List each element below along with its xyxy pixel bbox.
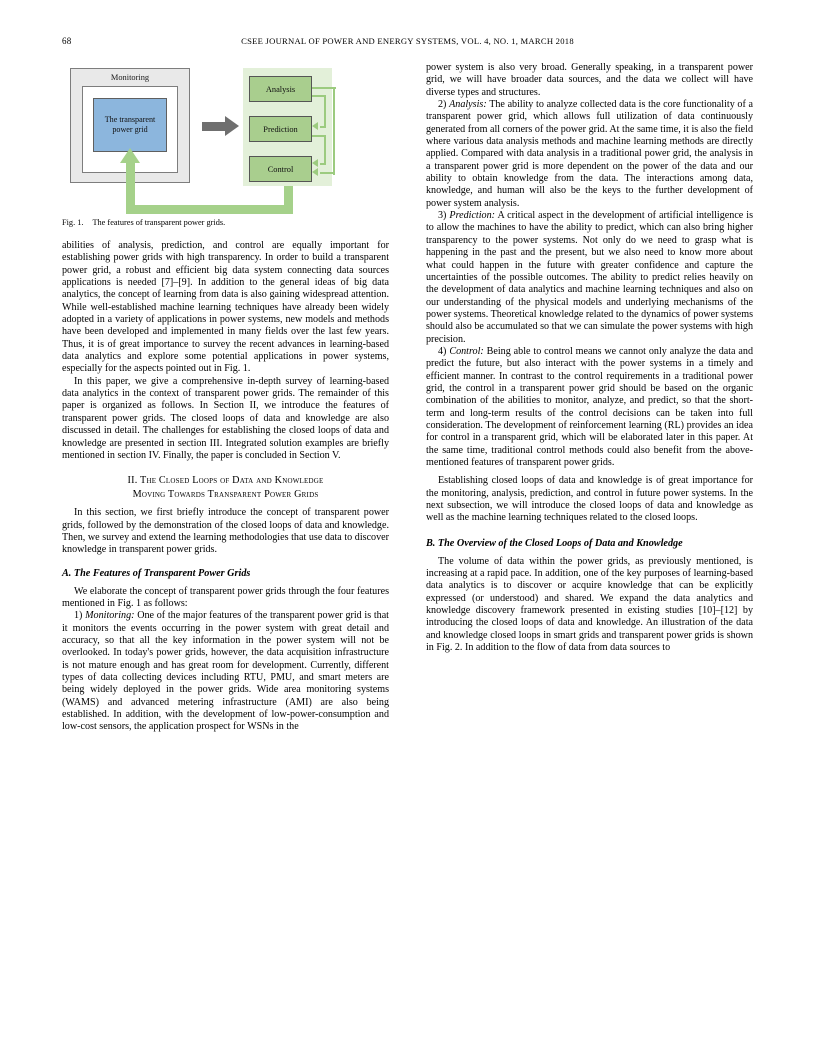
analysis-label: Analysis [265,84,296,94]
two-column-body [62,62,753,1024]
item-3-text: A critical aspect in the development of artificial intelligence is to allow the machines to have the ability to predict, which can also bring higher transparency to the power systems. Not only do we need to grasp what is happening in the past and the present, but we also need to know more about what could happen in the future with greater confidence and capture the uncertainties of the possible outcomes. The ability to predict relies heavily on the development of data analytics and machine learning techniques and also on our understanding of the physical models and underlying mechanisms of the power systems. Theoretical knowledge related to the dynamics of power systems should also be accumulated so that we can simulate the power systems with high precision. [426,210,753,345]
loop-arrowhead-control-upper-icon [312,159,318,167]
item-4-title: Control: [449,345,484,357]
left-paragraph-1: abilities of analysis, prediction, and control are equally important for establishing power grids with high transparency. In order to build a transparent power grid, a robust and efficient big data system connecting data sources applications is needed [7]–[9]. In addition to the general ideas of big data analytics, the concept of learning from data is also gaining widespread attention. While well-established machine learning techniques have already been widely adopted in a variety of applications in power systems, new models and methods have been developed and implemented in many fields over the last few years. Thus, it is of great importance to survey the recent advances in learning-based data analytics and explore some potential applications in power systems, especially for the aspects pointed out in Fig. 1. [62,240,389,375]
figure-1-caption-label: Fig. 1. [62,218,84,227]
left-paragraph-4: We elaborate the concept of transparent power grids through the four features mentioned in Fig. 1 as follows: [62,585,389,609]
loop-control-segment-icon [324,135,326,165]
figure-1-caption [62,212,389,228]
transparent-power-grid-box [93,98,167,152]
flow-arrow-head-icon [225,116,239,136]
section-heading-line-1: II. The Closed Loops of Data and Knowledge [127,475,324,487]
item-2-text: The ability to analyze collected data is the core functionality of a transparent power grid, which allows full utilization of data continuously generated from all corners of the power grid. At the same time, it is also the field where various data analysis methods and machine learning methods are directly applied. Compared with data analysis in a traditional power grid, the analysis in a transparent power grid is more dependent on the power of the data and our ability to obtain knowledge from the data. The interactions among data, knowledge, and human will also be the keys to the further development of power system analysis. [426,99,753,209]
subsection-a-heading: A. The Features of Transparent Power Grids [62,567,251,579]
page-number: 68 [62,36,72,46]
feedback-arrowhead-icon [120,148,140,163]
item-4-number: 4) [438,345,447,357]
running-header [62,36,753,50]
right-item-analysis [426,99,753,210]
figure-1 [62,62,389,228]
loop-prediction-segment-icon [320,126,326,128]
left-item-monitoring [62,610,389,733]
item-1-title: Monitoring: [85,610,135,622]
control-box [249,156,312,182]
right-column [426,62,753,1024]
left-paragraph-3: In this section, we first briefly introduce the concept of transparent power grids, followed by the demonstration of the closed loops of data and knowledge. Then, we survey and extend the learning methodologies that use data to discover knowledge in transparent power grids. [62,507,389,556]
left-paragraph-2: In this paper, we give a comprehensive in-depth survey of learning-based data analytics in the context of transparent power grids. The remainder of this paper is organized as follows. In Section II, we introduce the features of transparent power grids. The closed loops of data and knowledge are also discussed in detail. The challenges for establishing the closed loops of data and knowledge are presented in section III. Integrated solution examples are briefly mentioned in section IV. Finally, the paper is concluded in Section V. [62,375,389,461]
right-paragraph-establishing: Establishing closed loops of data and knowledge is of great importance for the monitoring, analysis, prediction, and control in future power systems. In the next subsection, we will introduce the closed loops of data and knowledge as well as the machine learning techniques related to the closed loops. [426,475,753,524]
left-column [62,62,389,1024]
item-3-title: Prediction: [449,210,496,222]
flow-arrow-shaft-icon [202,122,226,131]
item-3-number: 3) [438,210,447,222]
item-4-text: Being able to control means we cannot only analyze the data and predict the future, but also interact with the power systems in a timely and efficient manner. In contrast to the control requirements in a traditional power grid, the control in a transparent power grid should be based on the organic combination of the abilities to monitor, analyze, and predict, so that the short-term and long-term results of the control decisions can be taken into full consideration. The development of reinforcement learning (RL) provides an idea for control in a transparent grid, which will be elaborated later in this paper. At the same time, traditional control methods could also benefit from the above-mentioned features of transparent power grids. [426,345,753,468]
loop-arrowhead-control-lower-icon [312,168,318,176]
feedback-path-up-icon [126,162,135,207]
right-item-control [426,346,753,469]
section-heading-line-2: Moving Towards Transparent Power Grids [132,488,319,500]
item-1-number: 1) [74,610,83,622]
transparent-power-grid-label: The transparent power grid [104,114,156,134]
journal-title: CSEE JOURNAL OF POWER AND ENERGY SYSTEMS, VOL. 4, NO. 1, MARCH 2018 [241,36,574,46]
item-1-text: One of the major features of the transparent power grid is that it monitors the events occurring in the power system with great detail and accuracy, so that all the key information in the power system will not be overlooked. In today's power grids, however, the data acquisition infrastructure is not mature enough and has great room for development. Currently, different types of data collecting devices including RTU, PMU, and smart meters are being widely deployed in the power grids. Wide area monitoring systems (WAMS) and advanced metering infrastructure (AMI) are also being established. In addition, with the development of low-power-consumption and low-cost sensors, the application prospect for WSNs in the [62,610,389,733]
analysis-box [249,76,312,102]
control-label: Control [267,164,294,174]
right-paragraph-volume: The volume of data within the power grids, as previously mentioned, is increasing at a rapid pace. In addition, one of the key purposes of learning-based data analytics is to discover or acquire knowledge that can be explicitly expressed (or understood) and shared. We expand the data analytics and knowledge discovery framework presented in existing studies [10]–[12] by introducing the closed loops of data and knowledge. An illustration of the data and knowledge closed loops in smart grids and transparent power grids is shown in Fig. 2. In addition to the flow of data from data sources to [426,555,753,654]
loop-analysis-segment-icon [333,87,335,175]
right-paragraph-1: power system is also very broad. Generally speaking, in a transparent power grid, we will have broader data sources, and the data we collect will have diverse types and structures. [426,62,753,98]
item-2-number: 2) [438,99,447,111]
loop-control-segment-icon [320,163,326,165]
loop-arrowhead-prediction-icon [312,122,318,130]
prediction-box [249,116,312,142]
figure-1-artwork [62,62,389,212]
loop-prediction-segment-icon [324,95,326,128]
prediction-label: Prediction [263,124,298,134]
feedback-path-across-icon [126,205,293,214]
item-2-title: Analysis: [449,99,487,111]
subsection-b-heading: B. The Overview of the Closed Loops of Data and Knowledge [426,537,683,549]
monitoring-label: Monitoring [110,73,150,82]
loop-analysis-segment-icon [320,172,335,174]
right-item-prediction [426,210,753,346]
figure-1-caption-text: The features of transparent power grids. [92,218,226,227]
